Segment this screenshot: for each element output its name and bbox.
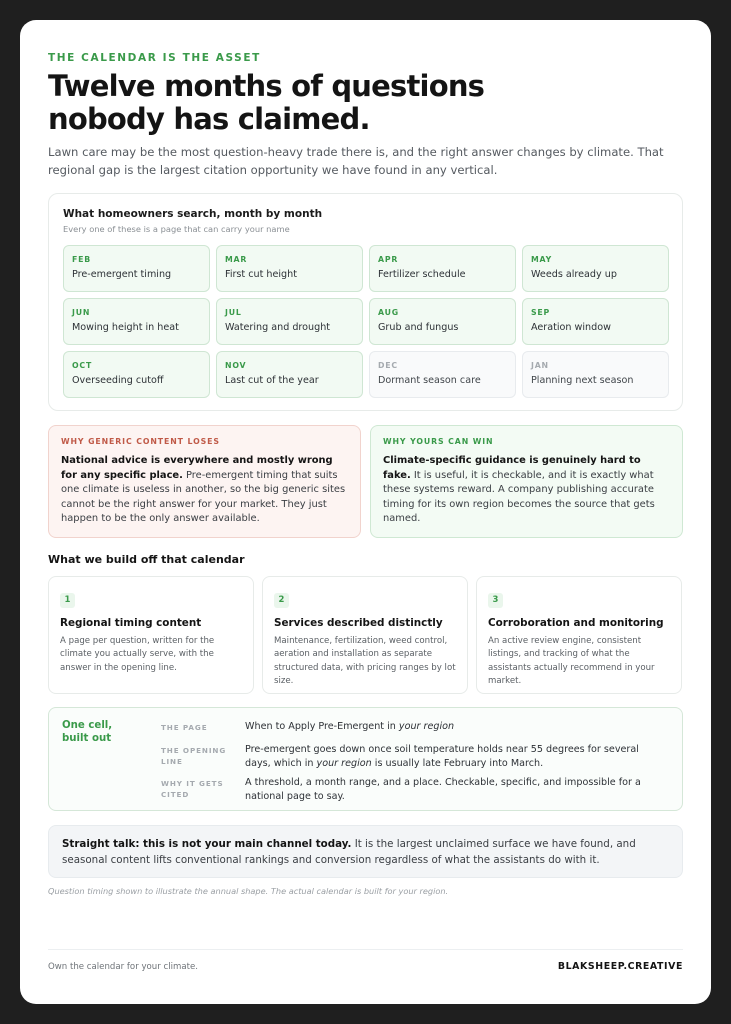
month-topic: First cut height — [225, 269, 297, 280]
month-label: JUN — [72, 308, 91, 317]
value-text: Pre-emergent goes down once soil temperature holds near 55 degrees for several days, which in — [245, 744, 639, 769]
talk-bold: Straight talk: this is not your main channel today. — [62, 838, 352, 850]
service-card-1 — [48, 576, 254, 694]
step-number: 3 — [488, 593, 503, 608]
service-title: Services described distinctly — [274, 617, 443, 629]
page-title — [48, 70, 568, 136]
brand-logo: BLAKSHEEP.CREATIVE — [557, 961, 683, 972]
service-card-3 — [476, 576, 682, 694]
footer-divider — [48, 949, 683, 950]
month-label: DEC — [378, 361, 398, 370]
month-label: JUL — [225, 308, 242, 317]
value-text-end: is usually late February into March. — [371, 758, 544, 769]
month-cell-dec — [369, 351, 516, 398]
eyebrow: THE CALENDAR IS THE ASSET — [48, 52, 261, 64]
generic-content-panel — [48, 425, 361, 538]
month-label: AUG — [378, 308, 399, 317]
row-key: THE PAGE — [161, 723, 208, 732]
month-cell-aug — [369, 298, 516, 345]
panel-text — [61, 454, 348, 527]
example-cell-box — [48, 707, 683, 811]
value-italic: your region — [316, 758, 372, 769]
panel-body: Pre-emergent timing that suits one climate is useless in another, so the big generic sites cannot be the right answer for your market. They just happen to be the only answer available. — [61, 469, 346, 525]
month-cell-mar — [216, 245, 363, 292]
page — [20, 20, 711, 1004]
month-topic: Planning next season — [531, 375, 634, 386]
value-text: When to Apply Pre-Emergent in — [245, 721, 399, 732]
month-topic: Watering and drought — [225, 322, 331, 333]
row-value — [245, 720, 665, 734]
month-label: FEB — [72, 255, 91, 264]
month-cell-apr — [369, 245, 516, 292]
month-cell-jan — [522, 351, 669, 398]
yours-can-win-panel — [370, 425, 683, 538]
month-topic: Grub and fungus — [378, 322, 459, 333]
service-card-2 — [262, 576, 468, 694]
month-label: OCT — [72, 361, 93, 370]
month-label: SEP — [531, 308, 551, 317]
row-key: WHY IT GETS CITED — [161, 779, 224, 799]
panel-bold: Climate-specific guidance is genuinely hard to fake. — [383, 455, 641, 481]
intro-paragraph: Lawn care may be the most question-heavy trade there is, and the right answer changes by climate. That regional gap is the largest citation opportunity we have found in any vertical. — [48, 145, 664, 177]
footer-tagline: Own the calendar for your climate. — [48, 962, 199, 972]
value-italic: your region — [398, 721, 455, 732]
months-card — [48, 193, 683, 411]
footnote: Question timing shown to illustrate the annual shape. The actual calendar is built for your region. — [48, 886, 449, 896]
step-number: 2 — [274, 593, 289, 608]
month-topic: Weeds already up — [531, 269, 617, 280]
month-cell-may — [522, 245, 669, 292]
talk-text: It is the largest unclaimed surface we have found, and seasonal content lifts conventional rankings and conversion regardless of what the assistants do with it. — [62, 838, 636, 866]
service-text: An active review engine, consistent listings, and tracking of what the assistants actually recommend in your market. — [488, 636, 655, 687]
month-topic: Fertilizer schedule — [378, 269, 466, 280]
month-topic: Pre-emergent timing — [72, 269, 172, 280]
month-label: MAR — [225, 255, 248, 264]
month-topic: Aeration window — [531, 322, 611, 333]
build-heading: What we build off that calendar — [48, 553, 245, 566]
month-label: APR — [378, 255, 399, 264]
months-heading: What homeowners search, month by month — [63, 208, 323, 220]
example-cell-title: One cell, built out — [62, 720, 113, 744]
panel-bold: National advice is everywhere and mostly wrong for any specific place. — [61, 455, 333, 481]
title-line-2: nobody has claimed. — [48, 102, 370, 136]
title-line-1: Twelve months of questions — [48, 69, 485, 103]
panel-label: WHY YOURS CAN WIN — [383, 437, 494, 446]
month-topic: Last cut of the year — [225, 375, 319, 386]
row-key: THE OPENING LINE — [161, 746, 227, 766]
service-title: Corroboration and monitoring — [488, 617, 664, 629]
months-subheading: Every one of these is a page that can carry your name — [63, 224, 290, 234]
row-value: A threshold, a month range, and a place. Checkable, specific, and impossible for a national page to say. — [245, 777, 641, 802]
panel-label: WHY GENERIC CONTENT LOSES — [61, 437, 220, 446]
month-cell-jul — [216, 298, 363, 345]
months-grid — [63, 245, 668, 398]
panel-text — [383, 454, 670, 527]
month-cell-feb — [63, 245, 210, 292]
month-cell-nov — [216, 351, 363, 398]
service-title: Regional timing content — [60, 617, 202, 629]
month-topic: Dormant season care — [378, 375, 481, 386]
month-topic: Mowing height in heat — [72, 322, 179, 333]
panel-body: It is useful, it is checkable, and it is exactly what these systems reward. A company publishing accurate timing for its own region becomes the source that gets named. — [383, 469, 655, 525]
service-text: A page per question, written for the climate you actually serve, with the answer in the opening line. — [60, 636, 215, 673]
month-label: NOV — [225, 361, 247, 370]
month-cell-oct — [63, 351, 210, 398]
month-cell-sep — [522, 298, 669, 345]
month-topic: Overseeding cutoff — [72, 375, 164, 386]
step-number: 1 — [60, 593, 75, 608]
row-value — [245, 743, 665, 771]
month-label: MAY — [531, 255, 553, 264]
straight-talk-box — [48, 825, 683, 878]
month-label: JAN — [531, 361, 549, 370]
service-text: Maintenance, fertilization, weed control, aeration and installation as separate structured data, with pricing ranges by lot size. — [274, 636, 456, 687]
month-cell-jun — [63, 298, 210, 345]
